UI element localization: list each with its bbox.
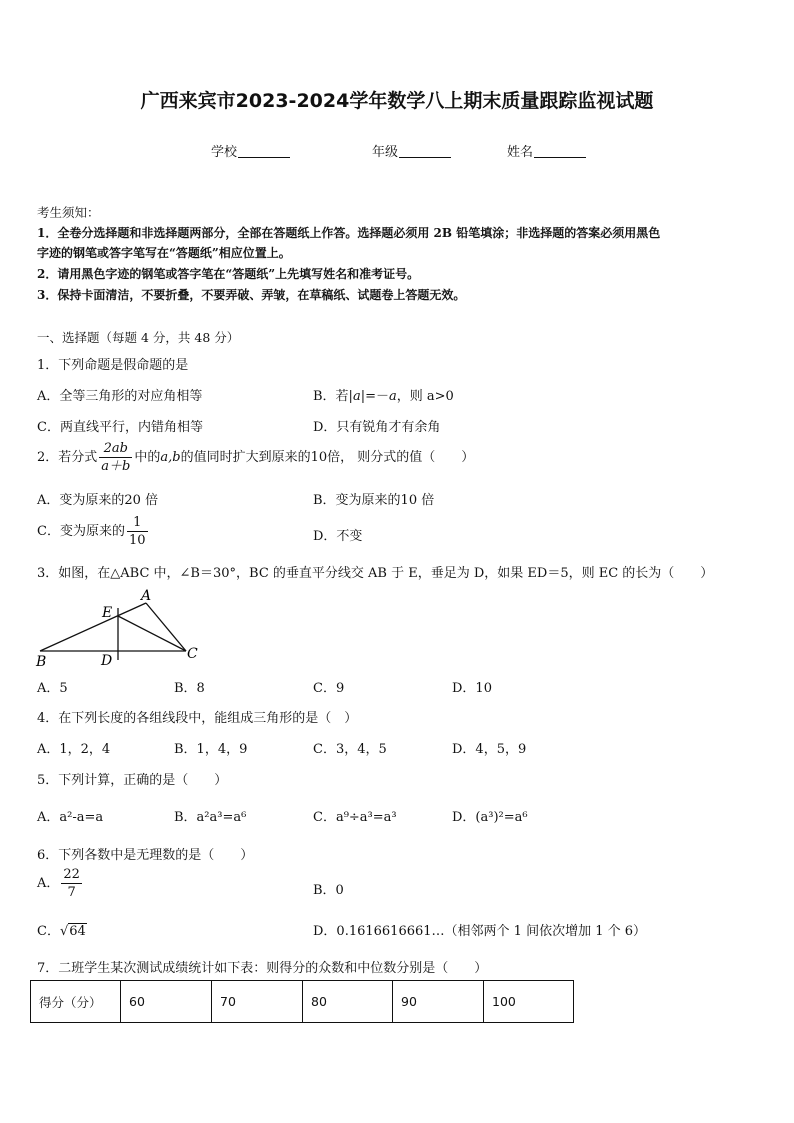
q2-stem-post: 的值同时扩大到原来的10倍， 则分式的值（ ） xyxy=(180,450,475,465)
q6-a-den: 7 xyxy=(67,885,76,900)
q4-stem: 4．在下列长度的各组线段中，能组成三角形的是（ ） xyxy=(37,711,358,726)
q6-option-d[interactable]: D．0.1616616661…（相邻两个 1 间依次增加 1 个 6） xyxy=(313,924,647,939)
table-cell: 70 xyxy=(212,981,303,1023)
q6-a-pre: A． xyxy=(37,876,60,891)
name-blank[interactable] xyxy=(534,144,586,158)
q2-option-a[interactable]: A．变为原来的20 倍 xyxy=(37,493,159,508)
grade-label: 年级 xyxy=(372,145,399,160)
school-field xyxy=(211,141,290,160)
segment-ba xyxy=(40,603,146,651)
q2-stem-mid: 中的 xyxy=(134,450,161,465)
school-blank[interactable] xyxy=(238,144,290,158)
label-c: C xyxy=(187,646,198,662)
q6-option-c[interactable] xyxy=(37,920,87,939)
q2-frac-num: 2ab xyxy=(99,440,132,458)
q6-option-b[interactable]: B．0 xyxy=(313,883,344,898)
q5-stem: 5．下列计算，正确的是（ ） xyxy=(37,773,228,788)
q5-option-a[interactable]: A．a²-a=a xyxy=(37,810,104,825)
q7-score-table xyxy=(30,980,574,1023)
segment-ac xyxy=(146,603,186,651)
q3-triangle-diagram xyxy=(34,586,204,670)
grade-field xyxy=(372,141,451,160)
q2-c-den: 10 xyxy=(128,533,146,548)
q4-option-c[interactable]: C．3，4，5 xyxy=(313,742,387,757)
table-cell: 90 xyxy=(393,981,484,1023)
q6-c-sqrt: √64 xyxy=(59,924,86,939)
q1-b-var2: a xyxy=(388,389,397,404)
notice-item-2: 2．请用黑色字迹的钢笔或答字笔在“答题纸”上先填写姓名和准考证号。 xyxy=(37,267,420,281)
q2-stem-pre: 2．若分式 xyxy=(37,450,98,465)
table-cell: 80 xyxy=(303,981,393,1023)
label-d: D xyxy=(101,653,113,669)
q4-option-d[interactable]: D．4，5，9 xyxy=(452,742,527,757)
notice-heading: 考生须知： xyxy=(37,205,100,220)
q2-fraction xyxy=(99,440,132,475)
table-header-cell: 得分（分） xyxy=(31,981,121,1023)
q6-stem: 6．下列各数中是无理数的是（ ） xyxy=(37,848,254,863)
q2-option-b[interactable]: B．变为原来的10 倍 xyxy=(313,493,435,508)
q2-option-d[interactable]: D．不变 xyxy=(313,529,363,544)
school-label: 学校 xyxy=(211,145,238,160)
q1-b-mid: |=－ xyxy=(360,389,389,404)
name-field xyxy=(507,141,586,160)
table-row xyxy=(31,981,574,1023)
q6-c-radicand: 64 xyxy=(69,924,86,939)
q1-b-var: a xyxy=(352,389,361,404)
table-cell: 100 xyxy=(484,981,574,1023)
q1-stem: 1．下列命题是假命题的是 xyxy=(37,358,189,373)
q2-stem xyxy=(37,440,474,475)
q3-option-b[interactable]: B．8 xyxy=(174,681,205,696)
q2-option-c[interactable] xyxy=(37,514,150,549)
q5-option-c[interactable]: C．a⁹÷a³=a³ xyxy=(313,810,397,825)
exam-title: 广西来宾市2023-2024学年数学八上期末质量跟踪监视试题 xyxy=(140,90,654,112)
section-1-heading: 一、选择题（每题 4 分，共 48 分） xyxy=(37,330,240,345)
q4-option-a[interactable]: A．1，2，4 xyxy=(37,742,111,757)
q3-option-c[interactable]: C．9 xyxy=(313,681,345,696)
q2-c-fraction xyxy=(127,514,148,549)
q7-stem: 7．二班学生某次测试成绩统计如下表：则得分的众数和中位数分别是（ ） xyxy=(37,961,488,976)
table-cell: 60 xyxy=(121,981,212,1023)
q6-a-fraction xyxy=(61,866,82,901)
q2-vars: a,b xyxy=(160,450,181,465)
q6-option-a[interactable] xyxy=(37,866,84,901)
q1-option-d[interactable]: D．只有锐角才有余角 xyxy=(313,420,441,435)
label-e: E xyxy=(102,605,113,621)
q3-option-a[interactable]: A．5 xyxy=(37,681,68,696)
notice-item-1-line-1: 1．全卷分选择题和非选择题两部分，全部在答题纸上作答。选择题必须用 2B 铅笔填涂；非选择题的答案必须用黑色 xyxy=(37,226,661,240)
grade-blank[interactable] xyxy=(399,144,451,158)
q6-a-num: 22 xyxy=(63,867,80,882)
q6-c-pre: C． xyxy=(37,924,60,939)
q5-option-b[interactable]: B．a²a³=a⁶ xyxy=(174,810,247,825)
q5-option-d[interactable]: D．(a³)²=a⁶ xyxy=(452,810,528,825)
q1-option-c[interactable]: C．两直线平行，内错角相等 xyxy=(37,420,203,435)
q1-option-b[interactable] xyxy=(313,385,454,404)
q2-c-pre: C．变为原来的 xyxy=(37,524,125,539)
name-label: 姓名 xyxy=(507,145,534,160)
q1-b-post: ，则 a>0 xyxy=(396,389,454,404)
q3-option-d[interactable]: D．10 xyxy=(452,681,492,696)
q4-option-b[interactable]: B．1，4，9 xyxy=(174,742,248,757)
q3-stem: 3．如图，在△ABC 中，∠B＝30°，BC 的垂直平分线交 AB 于 E，垂足为 D，如果 ED＝5，则 EC 的长为（ ） xyxy=(37,566,714,581)
segment-ec xyxy=(118,616,186,651)
label-b: B xyxy=(36,654,47,670)
notice-item-1-line-2: 字迹的钢笔或答字笔写在“答题纸”相应位置上。 xyxy=(37,246,291,260)
label-a: A xyxy=(141,588,152,604)
q1-option-a[interactable]: A．全等三角形的对应角相等 xyxy=(37,389,203,404)
q2-frac-den: a＋b xyxy=(101,459,131,474)
q2-c-num: 1 xyxy=(127,514,148,532)
q1-b-pre: B．若| xyxy=(313,389,353,404)
notice-item-3: 3．保持卡面清洁，不要折叠，不要弄破、弄皱，在草稿纸、试题卷上答题无效。 xyxy=(37,288,466,302)
